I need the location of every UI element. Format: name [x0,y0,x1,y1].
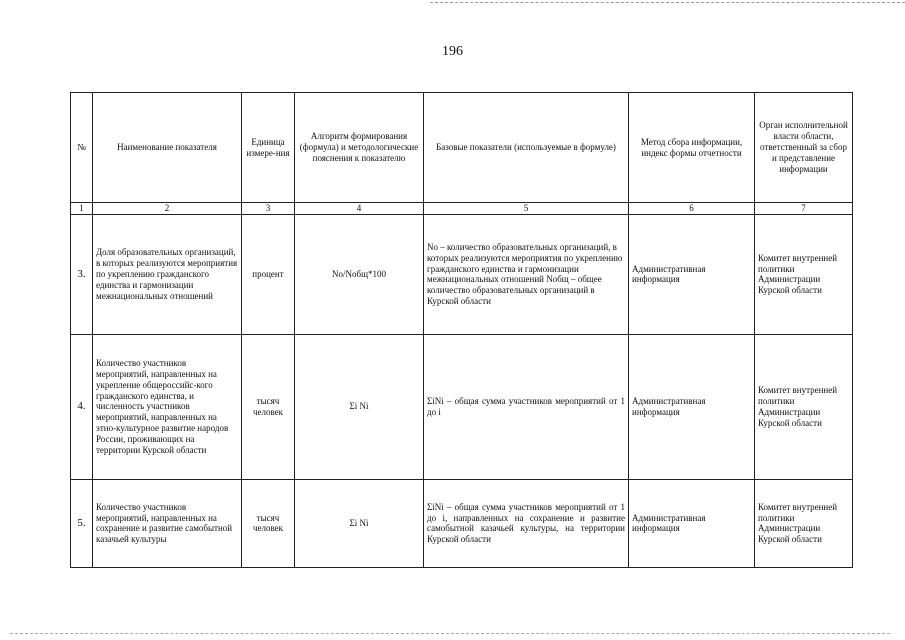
unit: процент [242,214,295,334]
base-indicators: ΣiNi – общая сумма участников мероприятий от 1 до i [424,334,629,479]
column-number: 7 [755,203,853,215]
column-number: 4 [295,203,424,215]
unit: тысяч человек [242,334,295,479]
scan-artifact-top [430,2,905,3]
row-number: 3. [71,214,93,334]
scan-artifact-bottom [10,633,890,634]
table-row [71,479,853,567]
header-base-indicators: Базовые показатели (используемые в формуле) [424,93,629,203]
column-number: 6 [629,203,755,215]
indicator-name: Доля образовательных организаций, в которых реализуются мероприятия по укреплению гражданского единства и гармонизации межнациональных отношений [93,214,242,334]
column-numbers-row [71,203,853,215]
indicators-table [70,92,853,568]
base-indicators: No – количество образовательных организаций, в которых реализуются мероприятия по укреплению гражданского единства и гармонизации межнациональных отношений Noбщ – общее количество образовательных организаций в Курской области [424,214,629,334]
column-number: 3 [242,203,295,215]
column-number: 1 [71,203,93,215]
formula: Σi Ni [295,479,424,567]
table-row [71,334,853,479]
header-number: № [71,93,93,203]
indicator-name: Количество участников мероприятий, направленных на сохранение и развитие самобытной казачьей культуры [93,479,242,567]
collection-method: Административная информация [629,334,755,479]
row-number: 4. [71,334,93,479]
responsible-authority: Комитет внутренней политики Администрации Курской области [755,214,853,334]
column-number: 5 [424,203,629,215]
header-formula: Алгоритм формирования (формула) и методологические пояснения к показателю [295,93,424,203]
column-number: 2 [93,203,242,215]
header-unit: Единица измере-ния [242,93,295,203]
formula: No/Noбщ*100 [295,214,424,334]
collection-method: Административная информация [629,214,755,334]
header-collection-method: Метод сбора информации, индекс формы отчетности [629,93,755,203]
formula: Σi Ni [295,334,424,479]
responsible-authority: Комитет внутренней политики Администрации Курской области [755,479,853,567]
page-number: 196 [442,44,463,59]
header-responsible-authority: Орган исполнительной власти области, ответственный за сбор и представление информации [755,93,853,203]
row-number: 5. [71,479,93,567]
unit: тысяч человек [242,479,295,567]
header-indicator-name: Наименование показателя [93,93,242,203]
base-indicators: ΣiNi – общая сумма участников мероприятий от 1 до i, направленных на сохранение и развитие самобытной казачьей культуры, на территории Курской области [424,479,629,567]
table-header-row [71,93,853,203]
indicator-name: Количество участников мероприятий, направленных на укрепление общероссийс-кого гражданского единства, и численность участников мероприятий, направленных на этно-культурное развитие народов России, проживающих на территории Курской области [93,334,242,479]
responsible-authority: Комитет внутренней политики Администрации Курской области [755,334,853,479]
collection-method: Административная информация [629,479,755,567]
table-row [71,214,853,334]
